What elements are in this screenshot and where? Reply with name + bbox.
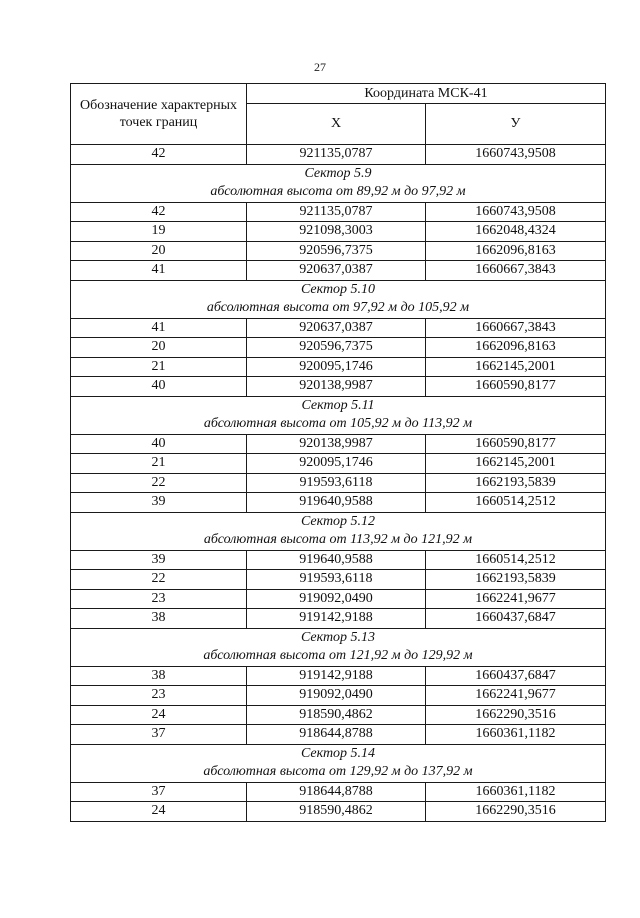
table-row [71,454,606,474]
table-row [71,550,606,570]
point-number-cell: 20 [71,338,247,358]
x-column-header: X [247,104,426,145]
point-number-cell: 22 [71,473,247,493]
x-coordinate-cell: 919092,0490 [247,686,426,706]
table-row [71,782,606,802]
table-row [71,377,606,397]
point-number-cell: 37 [71,725,247,745]
y-coordinate-cell: 1662290,3516 [426,802,606,822]
x-coordinate-cell: 921098,3003 [247,222,426,242]
x-coordinate-cell: 920596,7375 [247,241,426,261]
sector-altitude: абсолютная высота от 129,92 м до 137,92 м [71,763,606,782]
x-coordinate-cell: 919593,6118 [247,473,426,493]
y-coordinate-cell: 1662096,8163 [426,338,606,358]
y-coordinate-cell: 1660361,1182 [426,782,606,802]
y-coordinate-cell: 1660437,6847 [426,609,606,629]
table-row [71,202,606,222]
y-coordinate-cell: 1660590,8177 [426,434,606,454]
x-coordinate-cell: 919593,6118 [247,570,426,590]
point-number-cell: 39 [71,550,247,570]
sector-altitude-row [71,183,606,202]
y-coordinate-cell: 1662241,9677 [426,589,606,609]
sector-title: Сектор 5.12 [71,512,606,531]
page-number: 27 [314,60,326,74]
table-row [71,686,606,706]
point-number-cell: 23 [71,589,247,609]
table-row [71,666,606,686]
sector-title: Сектор 5.14 [71,744,606,763]
table-row [71,434,606,454]
point-number-cell: 21 [71,454,247,474]
table-row [71,802,606,822]
x-coordinate-cell: 920138,9987 [247,377,426,397]
x-coordinate-cell: 918644,8788 [247,782,426,802]
x-coordinate-cell: 921135,0787 [247,202,426,222]
x-coordinate-cell: 920596,7375 [247,338,426,358]
table-row [71,261,606,281]
point-number-cell: 38 [71,666,247,686]
y-coordinate-cell: 1660743,9508 [426,202,606,222]
table-row [71,609,606,629]
x-coordinate-cell: 918590,4862 [247,802,426,822]
y-coordinate-cell: 1660437,6847 [426,666,606,686]
sector-altitude-row [71,647,606,666]
point-number-cell: 24 [71,802,247,822]
table-row [71,493,606,513]
sector-altitude-row [71,531,606,550]
sector-altitude: абсолютная высота от 121,92 м до 129,92 м [71,647,606,666]
x-coordinate-cell: 920637,0387 [247,261,426,281]
x-coordinate-cell: 919640,9588 [247,550,426,570]
point-number-cell: 40 [71,434,247,454]
y-coordinate-cell: 1662096,8163 [426,241,606,261]
x-coordinate-cell: 920138,9987 [247,434,426,454]
sector-title: Сектор 5.10 [71,280,606,299]
table-row [71,222,606,242]
point-number-cell: 22 [71,570,247,590]
table-row [71,318,606,338]
point-number-cell: 20 [71,241,247,261]
y-coordinate-cell: 1660743,9508 [426,145,606,165]
point-designation-header: Обозначение характерных точек границ [71,84,247,145]
sector-altitude-row [71,415,606,434]
table-row [71,357,606,377]
sector-title-row [71,396,606,415]
y-coordinate-cell: 1660667,3843 [426,318,606,338]
y-coordinate-cell: 1662145,2001 [426,357,606,377]
sector-title-row [71,280,606,299]
x-coordinate-cell: 920095,1746 [247,454,426,474]
point-number-cell: 23 [71,686,247,706]
point-number-cell: 24 [71,705,247,725]
sector-title-row [71,744,606,763]
point-number-cell: 38 [71,609,247,629]
x-coordinate-cell: 918590,4862 [247,705,426,725]
sector-title-row [71,164,606,183]
y-column-header: У [426,104,606,145]
y-coordinate-cell: 1660361,1182 [426,725,606,745]
x-coordinate-cell: 919092,0490 [247,589,426,609]
table-row [71,241,606,261]
sector-altitude: абсолютная высота от 105,92 м до 113,92 м [71,415,606,434]
x-coordinate-cell: 919142,9188 [247,609,426,629]
point-number-cell: 41 [71,261,247,281]
y-coordinate-cell: 1662241,9677 [426,686,606,706]
sector-title: Сектор 5.11 [71,396,606,415]
table-body [71,145,606,822]
y-coordinate-cell: 1660667,3843 [426,261,606,281]
point-number-cell: 42 [71,202,247,222]
y-coordinate-cell: 1662193,5839 [426,570,606,590]
x-coordinate-cell: 918644,8788 [247,725,426,745]
y-coordinate-cell: 1660514,2512 [426,550,606,570]
sector-altitude-row [71,299,606,318]
x-coordinate-cell: 920637,0387 [247,318,426,338]
point-number-cell: 37 [71,782,247,802]
point-number-cell: 41 [71,318,247,338]
sector-altitude: абсолютная высота от 97,92 м до 105,92 м [71,299,606,318]
table-header [71,84,606,145]
sector-altitude-row [71,763,606,782]
y-coordinate-cell: 1662048,4324 [426,222,606,242]
point-number-cell: 21 [71,357,247,377]
point-number-cell: 42 [71,145,247,165]
coordinates-table [70,83,606,822]
point-number-cell: 39 [71,493,247,513]
sector-title-row [71,512,606,531]
sector-altitude: абсолютная высота от 113,92 м до 121,92 м [71,531,606,550]
y-coordinate-cell: 1660590,8177 [426,377,606,397]
sector-title: Сектор 5.13 [71,628,606,647]
x-coordinate-cell: 919142,9188 [247,666,426,686]
y-coordinate-cell: 1662145,2001 [426,454,606,474]
table-row [71,338,606,358]
x-coordinate-cell: 920095,1746 [247,357,426,377]
y-coordinate-cell: 1662193,5839 [426,473,606,493]
sector-title: Сектор 5.9 [71,164,606,183]
x-coordinate-cell: 921135,0787 [247,145,426,165]
point-number-cell: 19 [71,222,247,242]
table-row [71,725,606,745]
sector-altitude: абсолютная высота от 89,92 м до 97,92 м [71,183,606,202]
sector-title-row [71,628,606,647]
table-row [71,145,606,165]
y-coordinate-cell: 1660514,2512 [426,493,606,513]
table-row [71,473,606,493]
table-row [71,570,606,590]
table-row [71,589,606,609]
x-coordinate-cell: 919640,9588 [247,493,426,513]
coordinate-system-header: Координата МСК-41 [247,84,606,104]
y-coordinate-cell: 1662290,3516 [426,705,606,725]
table-row [71,705,606,725]
point-number-cell: 40 [71,377,247,397]
